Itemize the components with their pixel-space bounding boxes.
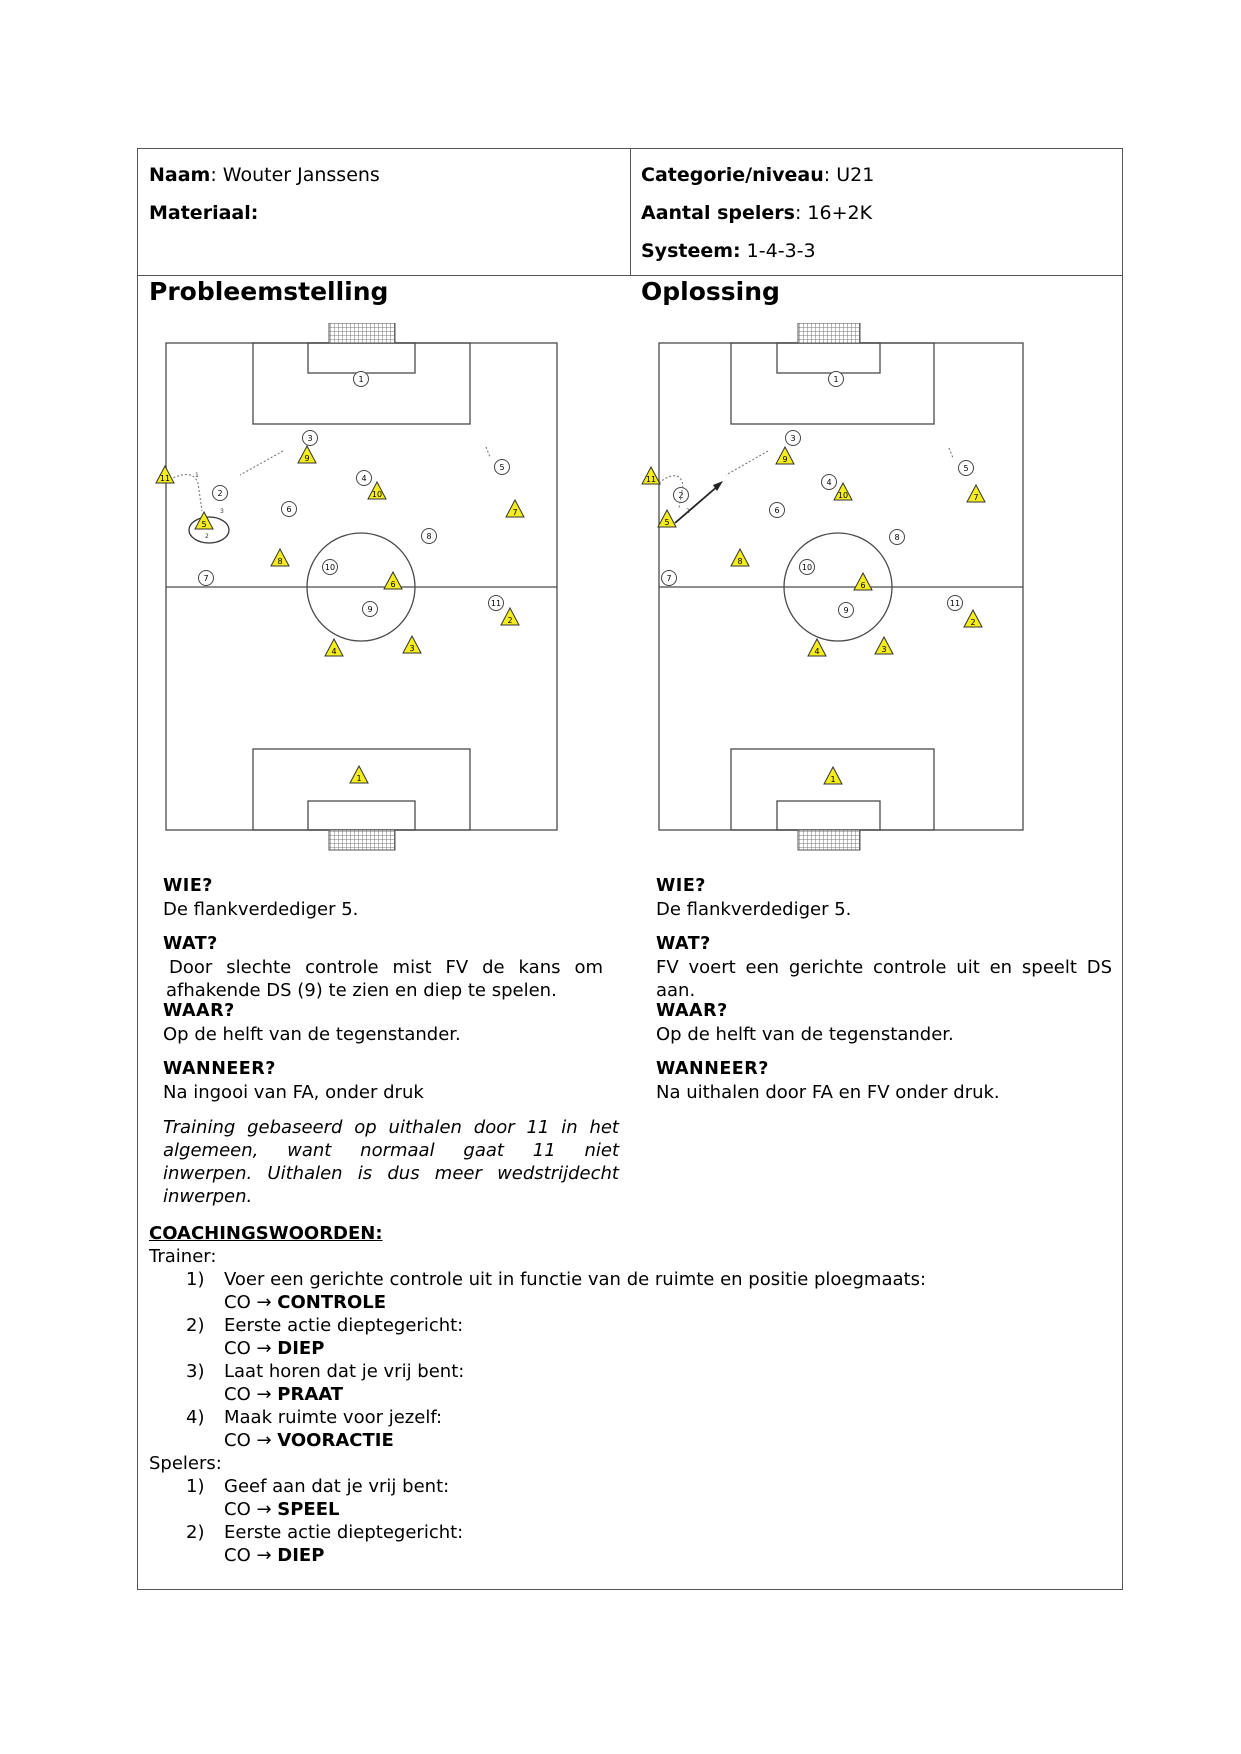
opponent-marker (770, 503, 785, 518)
system-row: Systeem: 1-4-3-3 (641, 240, 816, 262)
note-line: inwerpen. Uithalen is dus meer wedstrijdecht (163, 1163, 619, 1184)
solution-where-label: WAAR? (656, 1001, 728, 1021)
coaching-word: CO → PRAAT (224, 1384, 344, 1405)
trainer-label: Trainer: (149, 1246, 217, 1267)
svg-text:8: 8 (277, 557, 283, 566)
svg-text:8: 8 (426, 532, 432, 541)
problem-pitch-diagram (138, 323, 608, 863)
svg-text:7: 7 (666, 574, 672, 583)
svg-text:7: 7 (973, 493, 979, 502)
player-marker (731, 549, 749, 566)
svg-text:2: 2 (217, 489, 223, 498)
opponent-marker (839, 603, 854, 618)
svg-text:10: 10 (324, 563, 336, 572)
players-label: Spelers: (149, 1453, 222, 1474)
opponent-marker (363, 602, 378, 617)
player-marker (506, 500, 524, 517)
svg-text:10: 10 (837, 491, 849, 500)
category-row: Categorie/niveau: U21 (641, 164, 875, 186)
run-arrow (949, 448, 953, 458)
header-bottom-divider (138, 275, 1122, 276)
svg-text:3: 3 (409, 644, 415, 653)
player-marker (403, 636, 421, 653)
opponent-marker (354, 372, 369, 387)
top-goal-net (329, 323, 395, 343)
player-marker (875, 637, 893, 654)
opponent-marker (495, 460, 510, 475)
opponent-marker (948, 596, 963, 611)
player-marker (325, 639, 343, 656)
list-item: Eerste actie dieptegericht: (224, 1522, 464, 1543)
exercise-sheet (137, 148, 1123, 1590)
player-marker (384, 572, 402, 589)
solution-when-text: Na uithalen door FA en FV onder druk. (656, 1082, 1000, 1103)
solution-title: Oplossing (641, 277, 780, 306)
opponent-marker (890, 530, 905, 545)
top-goal-box (308, 343, 415, 373)
svg-text:11: 11 (490, 599, 502, 608)
solution-what-label: WAT? (656, 934, 711, 954)
opponent-marker (323, 560, 338, 575)
svg-text:3: 3 (881, 645, 887, 654)
svg-text:3: 3 (307, 434, 313, 443)
svg-text:4: 4 (361, 474, 367, 483)
svg-text:4: 4 (814, 647, 820, 656)
svg-text:4: 4 (826, 478, 832, 487)
problem-who-label: WIE? (163, 876, 213, 896)
player-marker (156, 466, 174, 483)
problem-when-label: WANNEER? (163, 1059, 276, 1079)
solution-who-label: WIE? (656, 876, 706, 896)
opponent-marker (199, 571, 214, 586)
opponent-marker (303, 431, 318, 446)
bottom-penalty-box (253, 749, 470, 830)
opponent-marker (786, 431, 801, 446)
run-arrow (240, 451, 283, 475)
bottom-goal-net (329, 830, 395, 850)
svg-text:2: 2 (686, 508, 690, 515)
opponent-marker (489, 596, 504, 611)
svg-text:1: 1 (830, 775, 836, 784)
problem-where-text: Op de helft van de tegenstander. (163, 1024, 461, 1045)
svg-text:6: 6 (286, 505, 292, 514)
opponent-marker (282, 502, 297, 517)
note-line: inwerpen. (163, 1186, 253, 1207)
list-item: Maak ruimte voor jezelf: (224, 1407, 443, 1428)
player-marker (964, 610, 982, 627)
problem-what-text-line2: afhakende DS (9) te zien en diep te spelen. (166, 980, 557, 1001)
opponent-marker (357, 471, 372, 486)
problem-who-text: De flankverdediger 5. (163, 899, 359, 920)
svg-text:5: 5 (499, 463, 505, 472)
top-goal-box (777, 343, 880, 373)
svg-text:2: 2 (205, 533, 209, 540)
player-marker (271, 549, 289, 566)
svg-text:9: 9 (367, 605, 373, 614)
solution-when-label: WANNEER? (656, 1059, 769, 1079)
player-marker (824, 767, 842, 784)
svg-text:9: 9 (843, 606, 849, 615)
svg-text:2: 2 (970, 618, 976, 627)
player-marker (658, 510, 676, 527)
svg-text:1: 1 (356, 774, 362, 783)
svg-text:1: 1 (195, 472, 199, 479)
solution-pitch-diagram (631, 323, 1101, 863)
svg-text:8: 8 (894, 533, 900, 542)
player-marker (350, 766, 368, 783)
svg-text:3: 3 (220, 508, 224, 515)
problem-note (163, 1116, 619, 1208)
problem-where-label: WAAR? (163, 1001, 235, 1021)
material-row: Materiaal: (149, 202, 259, 224)
list-number: 3) (186, 1361, 205, 1382)
svg-text:11: 11 (159, 474, 171, 483)
coaching-word: CO → SPEEL (224, 1499, 340, 1520)
solution-what-text-line1: FV voert een gerichte controle uit en speelt DS (656, 957, 1112, 978)
player-marker (298, 446, 316, 463)
problem-when-text: Na ingooi van FA, onder druk (163, 1082, 424, 1103)
list-number: 1) (186, 1476, 205, 1497)
list-item: Geef aan dat je vrij bent: (224, 1476, 450, 1497)
bottom-goal-net (798, 830, 860, 850)
svg-text:11: 11 (949, 599, 961, 608)
svg-text:5: 5 (664, 518, 670, 527)
opponent-marker (662, 571, 677, 586)
svg-text:6: 6 (774, 506, 780, 515)
solution-who-text: De flankverdediger 5. (656, 899, 852, 920)
svg-text:1: 1 (833, 375, 839, 384)
svg-text:10: 10 (371, 490, 383, 499)
svg-text:9: 9 (782, 455, 788, 464)
list-number: 1) (186, 1269, 205, 1290)
list-number: 2) (186, 1522, 205, 1543)
opponent-marker (959, 461, 974, 476)
opponent-marker (800, 560, 815, 575)
problem-what-label: WAT? (163, 934, 218, 954)
run-arrow (486, 447, 490, 457)
problem-what-text-line1: Door slechte controle mist FV de kans om (169, 957, 603, 978)
player-marker (501, 608, 519, 625)
header-column-divider (630, 149, 631, 275)
list-item: Voer een gerichte controle uit in functie van de ruimte en positie ploegmaats: (224, 1269, 927, 1290)
svg-text:7: 7 (512, 508, 518, 517)
svg-text:6: 6 (390, 580, 396, 589)
opponent-marker (422, 529, 437, 544)
note-line: algemeen, want normaal gaat 11 niet (163, 1140, 619, 1161)
svg-text:8: 8 (737, 557, 743, 566)
bottom-goal-box (308, 801, 415, 830)
name-row: Naam: Wouter Janssens (149, 164, 380, 186)
players-count-row: Aantal spelers: 16+2K (641, 202, 873, 224)
list-item: Laat horen dat je vrij bent: (224, 1361, 465, 1382)
top-goal-net (798, 323, 860, 343)
player-marker (642, 467, 660, 484)
bottom-penalty-box (731, 749, 934, 830)
opponent-marker (213, 486, 228, 501)
list-number: 2) (186, 1315, 205, 1336)
svg-text:1: 1 (358, 375, 364, 384)
player-marker (967, 485, 985, 502)
coaching-word: CO → CONTROLE (224, 1292, 387, 1313)
svg-text:5: 5 (963, 464, 969, 473)
note-line: Training gebaseerd op uithalen door 11 in het (163, 1117, 619, 1138)
svg-text:3: 3 (790, 434, 796, 443)
svg-text:6: 6 (860, 581, 866, 590)
svg-text:7: 7 (203, 574, 209, 583)
svg-text:9: 9 (304, 454, 310, 463)
player-marker (776, 447, 794, 464)
svg-text:4: 4 (331, 647, 337, 656)
list-number: 4) (186, 1407, 205, 1428)
coaching-word: CO → DIEP (224, 1338, 325, 1359)
run-arrow (726, 451, 768, 475)
opponent-marker (829, 372, 844, 387)
svg-text:10: 10 (801, 563, 813, 572)
coaching-word: CO → VOORACTIE (224, 1430, 394, 1451)
svg-text:2: 2 (507, 616, 513, 625)
svg-text:5: 5 (201, 520, 207, 529)
solution-what-text-line2: aan. (656, 980, 696, 1001)
svg-text:2: 2 (678, 491, 684, 500)
opponent-marker (822, 475, 837, 490)
solution-where-text: Op de helft van de tegenstander. (656, 1024, 954, 1045)
player-marker (195, 512, 213, 529)
bottom-goal-box (777, 801, 880, 830)
player-marker (808, 639, 826, 656)
list-item: Eerste actie dieptegericht: (224, 1315, 464, 1336)
player-marker (368, 482, 386, 499)
problem-title: Probleemstelling (149, 277, 389, 306)
player-marker (854, 573, 872, 590)
coaching-word: CO → DIEP (224, 1545, 325, 1566)
svg-text:11: 11 (645, 475, 657, 484)
player-marker (834, 483, 852, 500)
coaching-title: COACHINGSWOORDEN: (149, 1223, 383, 1244)
